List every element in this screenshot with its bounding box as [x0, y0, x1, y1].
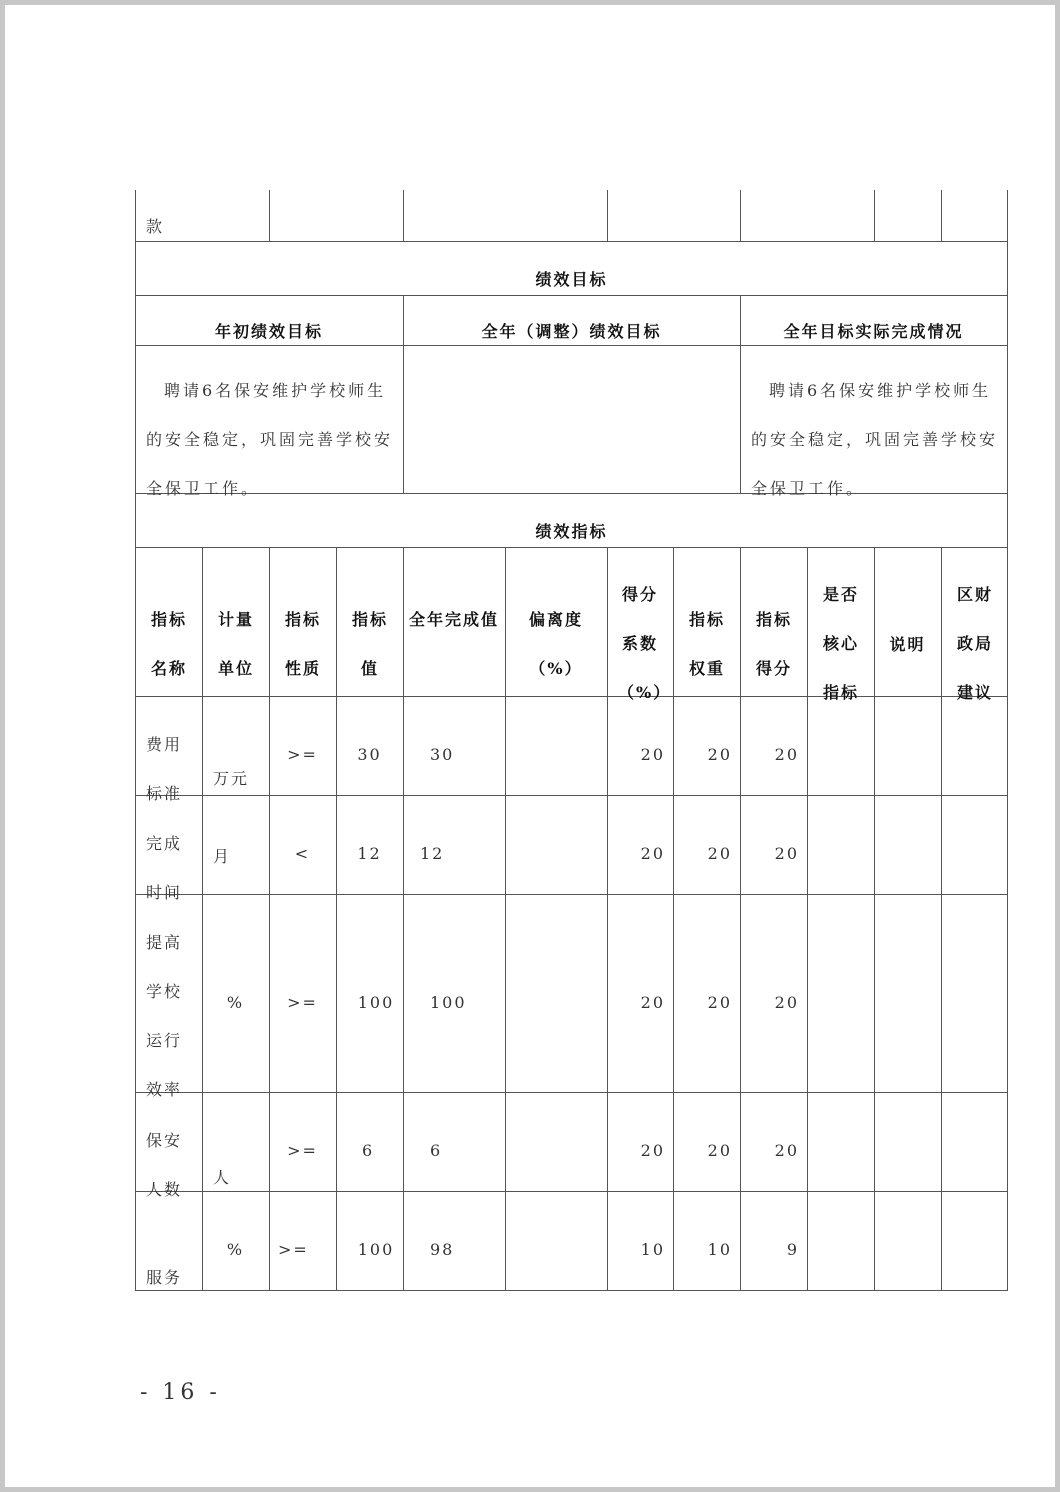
row2-unit: 月 [213, 847, 232, 866]
row3-coef: 20 [640, 993, 665, 1012]
goals-actual-text: 聘请6名保安维护学校师生的安全稳定，巩固完善学校安全保卫工作。 [751, 381, 999, 498]
header-weight: 指标权重 [688, 610, 725, 678]
header-note: 说明 [889, 635, 926, 654]
row5-name: 服务 [146, 1268, 183, 1287]
goals-header-actual: 全年目标实际完成情况 [783, 322, 964, 341]
row1-name: 费用标准 [146, 735, 183, 803]
header-deviation: 偏离度（%） [528, 610, 583, 678]
header-value: 指标值 [351, 610, 388, 678]
row1-value: 30 [357, 745, 382, 764]
row3-weight: 20 [707, 993, 732, 1012]
row4-weight: 20 [707, 1141, 732, 1160]
row1-coef: 20 [640, 745, 665, 764]
header-core: 是否核心指标 [822, 585, 859, 702]
row4-nature: >= [287, 1141, 318, 1160]
row1-actual: 30 [430, 745, 455, 764]
row2-weight: 20 [707, 844, 732, 863]
row5-value: 100 [357, 1240, 395, 1259]
row2-value: 12 [357, 844, 382, 863]
row1-unit: 万元 [213, 769, 250, 788]
row5-weight: 10 [707, 1240, 732, 1259]
row3-value: 100 [357, 993, 395, 1012]
header-advice: 区财政局建议 [956, 585, 993, 702]
row3-actual: 100 [430, 993, 467, 1012]
goals-initial-text: 聘请6名保安维护学校师生的安全稳定，巩固完善学校安全保卫工作。 [146, 381, 394, 498]
row3-nature: >= [287, 993, 318, 1012]
row4-actual: 6 [430, 1141, 443, 1160]
row4-score: 20 [774, 1141, 799, 1160]
top-row-first-cell: 款 [146, 217, 165, 236]
row4-name: 保安人数 [146, 1131, 183, 1199]
row1-score: 20 [774, 745, 799, 764]
header-nature: 指标性质 [284, 610, 321, 678]
goals-header-initial: 年初绩效目标 [214, 322, 323, 341]
page-number: - 16 - [140, 1380, 221, 1405]
row4-value: 6 [362, 1141, 375, 1160]
indicators-section-title: 绩效指标 [535, 522, 608, 541]
row5-coef: 10 [640, 1240, 665, 1259]
row1-nature: >= [287, 745, 318, 764]
row3-name: 提高学校运行效率 [146, 933, 183, 1099]
row2-nature: < [294, 844, 311, 863]
header-unit: 计量单位 [217, 610, 254, 678]
header-coefficient: 得分系数（%） [618, 585, 672, 702]
row2-name: 完成时间 [146, 834, 183, 902]
row3-score: 20 [774, 993, 799, 1012]
row3-unit: % [226, 993, 245, 1012]
row4-coef: 20 [640, 1141, 665, 1160]
row1-weight: 20 [707, 745, 732, 764]
row4-unit: 人 [213, 1168, 232, 1187]
goals-header-adjusted: 全年（调整）绩效目标 [481, 322, 662, 341]
header-score: 指标得分 [755, 610, 792, 678]
row5-unit: % [226, 1240, 245, 1259]
goals-section-title: 绩效目标 [535, 270, 608, 289]
row2-actual: 12 [420, 844, 445, 863]
header-actual-value: 全年完成值 [409, 610, 500, 629]
row5-actual: 98 [430, 1240, 455, 1259]
row5-score: 9 [786, 1240, 799, 1259]
row2-score: 20 [774, 844, 799, 863]
row2-coef: 20 [640, 844, 665, 863]
header-indicator-name: 指标名称 [150, 610, 187, 678]
row5-nature: >= [278, 1240, 309, 1259]
